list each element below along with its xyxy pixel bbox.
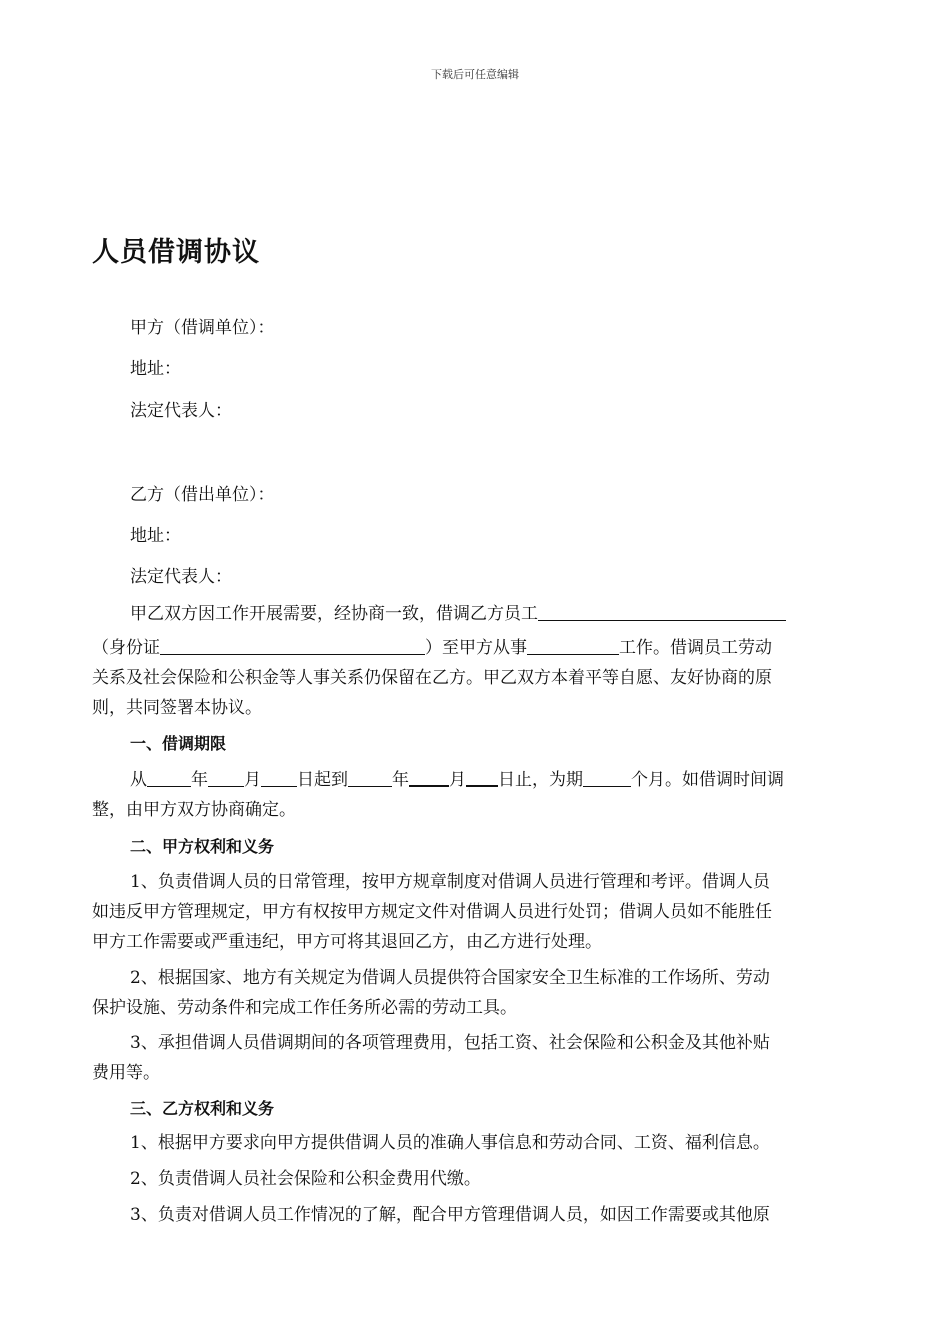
- year-text: 年: [191, 770, 208, 790]
- months-text: 个月。如借调时间调: [631, 770, 784, 790]
- section-3-item-2: 2、负责借调人员社会保险和公积金费用代缴。: [130, 1169, 481, 1189]
- month-text: 月: [244, 770, 261, 790]
- start-month-blank[interactable]: [208, 766, 244, 787]
- document-title: 人员借调协议: [92, 237, 260, 268]
- party-b-address-label: 地址：: [130, 526, 181, 546]
- intro-text-1: 甲乙双方因工作开展需要，经协商一致，借调乙方员工: [130, 604, 538, 624]
- section-3-heading: 三、乙方权利和义务: [130, 1099, 275, 1118]
- section-1-line-2: 整，由甲方双方协商确定。: [92, 800, 296, 820]
- section-1-line-1: [92, 764, 898, 797]
- end-day-blank[interactable]: [466, 765, 498, 787]
- end-year-blank[interactable]: [348, 766, 392, 787]
- job-blank[interactable]: [527, 634, 619, 655]
- party-b-name-label: 乙方（借出单位）：: [130, 485, 275, 505]
- start-year-blank[interactable]: [147, 766, 191, 787]
- end-month-blank[interactable]: [409, 765, 449, 787]
- start-day-blank[interactable]: [261, 766, 297, 787]
- from-text: 从: [130, 770, 147, 790]
- section-2-item-1-line-2: 如违反甲方管理规定，甲方有权按甲方规定文件对借调人员进行处罚；借调人员如不能胜任: [92, 902, 772, 922]
- duration-blank[interactable]: [583, 766, 631, 787]
- start-text: 日起到: [297, 770, 348, 790]
- section-2-item-3-line-1: 3、承担借调人员借调期间的各项管理费用，包括工资、社会保险和公积金及其他补贴: [130, 1033, 770, 1053]
- intro-paragraph-line-1: [92, 598, 898, 631]
- section-2-item-2-line-2: 保护设施、劳动条件和完成工作任务所必需的劳动工具。: [92, 998, 517, 1018]
- intro-paragraph-line-4: 则，共同签署本协议。: [92, 698, 262, 718]
- section-1-heading: 一、借调期限: [130, 734, 227, 753]
- party-a-rep-label: 法定代表人：: [130, 401, 232, 421]
- party-b-rep-label: 法定代表人：: [130, 567, 232, 587]
- intro-text-2c: 工作。借调员工劳动: [619, 638, 772, 658]
- party-a-name-label: 甲方（借调单位）：: [130, 318, 275, 338]
- page-header: 下载后可任意编辑: [431, 68, 519, 81]
- intro-paragraph-line-3: 关系及社会保险和公积金等人事关系仍保留在乙方。甲乙双方本着平等自愿、友好协商的原: [92, 668, 772, 688]
- section-2-heading: 二、甲方权利和义务: [130, 837, 275, 856]
- section-3-item-1: 1、根据甲方要求向甲方提供借调人员的准确人事信息和劳动合同、工资、福利信息。: [130, 1133, 770, 1153]
- section-2-item-2-line-1: 2、根据国家、地方有关规定为借调人员提供符合国家安全卫生标准的工作场所、劳动: [130, 968, 770, 988]
- end-text: 日止，为期: [498, 770, 583, 790]
- employee-name-blank[interactable]: [538, 600, 786, 621]
- section-2-item-3-line-2: 费用等。: [92, 1063, 160, 1083]
- id-number-blank[interactable]: [160, 634, 425, 655]
- intro-paragraph-line-2: [92, 632, 860, 665]
- section-3-item-3: 3、负责对借调人员工作情况的了解，配合甲方管理借调人员，如因工作需要或其他原: [130, 1205, 770, 1225]
- section-2-item-1-line-1: 1、负责借调人员的日常管理，按甲方规章制度对借调人员进行管理和考评。借调人员: [130, 872, 770, 892]
- year-text-2: 年: [392, 770, 409, 790]
- intro-text-2b: ）至甲方从事: [425, 638, 527, 658]
- section-2-item-1-line-3: 甲方工作需要或严重违纪，甲方可将其退回乙方，由乙方进行处理。: [92, 932, 602, 952]
- party-a-address-label: 地址：: [130, 359, 181, 379]
- intro-text-2a: （身份证: [92, 638, 160, 658]
- month-text-2: 月: [449, 770, 466, 790]
